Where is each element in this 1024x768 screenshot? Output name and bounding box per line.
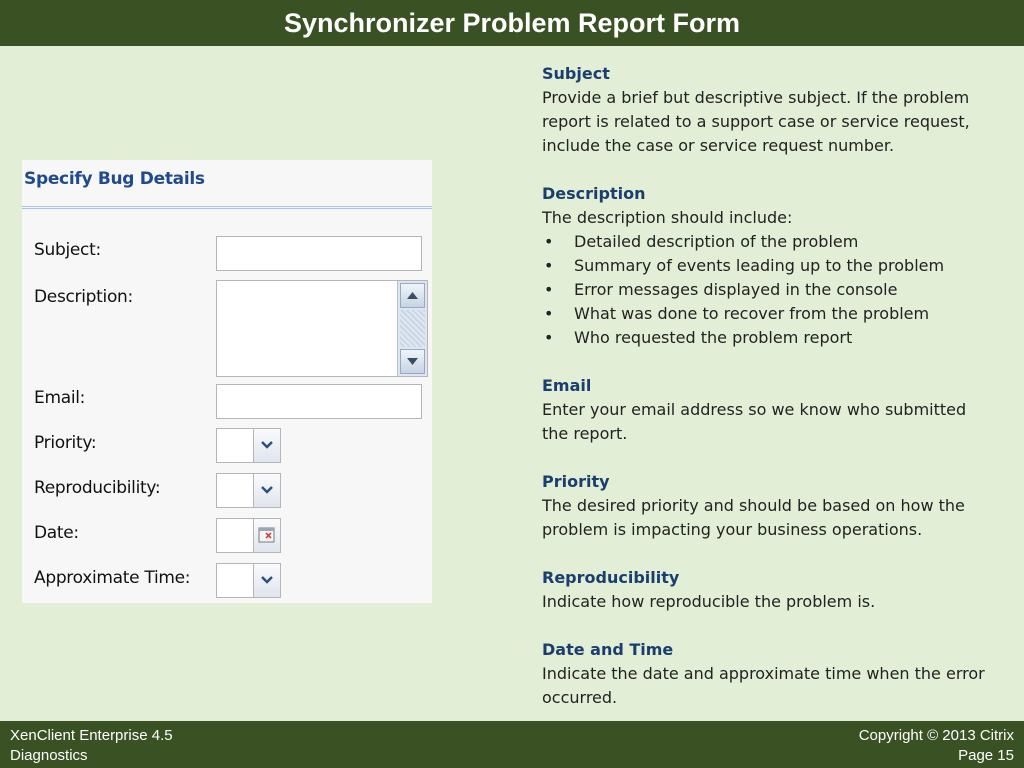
- footer: [0, 721, 1024, 768]
- scroll-down-button[interactable]: [400, 349, 425, 374]
- help-description-heading: Description: [542, 184, 646, 203]
- reproducibility-value[interactable]: [216, 473, 254, 508]
- form-header: [22, 160, 432, 210]
- reproducibility-select[interactable]: [216, 473, 281, 508]
- help-reproducibility: [542, 566, 992, 614]
- footer-copyright: Copyright © 2013 Citrix: [858, 727, 1014, 744]
- subject-label: Subject:: [34, 240, 101, 260]
- footer-right: [859, 726, 1014, 766]
- help-reproducibility-text: Indicate how reproducible the problem is.: [542, 592, 876, 611]
- list-item: • Summary of events leading up to the problem: [542, 254, 992, 278]
- slide-title: Synchronizer Problem Report Form: [0, 0, 1024, 46]
- bullet-icon: •: [544, 304, 554, 323]
- list-item: • Who requested the problem report: [542, 326, 992, 350]
- footer-product: XenClient Enterprise 4.5: [10, 727, 173, 744]
- footer-section: Diagnostics: [10, 747, 88, 764]
- chevron-down-icon: [260, 575, 274, 585]
- help-subject-text: Provide a brief but descriptive subject. If the problem report is related to a support case or service request, include the case or service request number.: [542, 88, 970, 155]
- reproducibility-label: Reproducibility:: [34, 478, 161, 498]
- list-item: • What was done to recover from the problem: [542, 302, 992, 326]
- date-value[interactable]: [216, 518, 254, 553]
- scroll-up-button[interactable]: [400, 283, 425, 308]
- help-reproducibility-heading: Reproducibility: [542, 568, 680, 587]
- help-email: [542, 374, 992, 446]
- time-select[interactable]: [216, 563, 281, 598]
- date-picker-button[interactable]: [253, 518, 281, 553]
- bullet-icon: •: [544, 232, 554, 251]
- help-email-heading: Email: [542, 376, 592, 395]
- arrow-up-icon: [401, 284, 424, 307]
- footer-left: [10, 726, 173, 766]
- date-picker[interactable]: [216, 518, 281, 553]
- chevron-down-icon: [260, 440, 274, 450]
- reproducibility-dropdown-button[interactable]: [253, 473, 281, 508]
- priority-label: Priority:: [34, 433, 97, 453]
- help-datetime-text: Indicate the date and approximate time when the error occurred.: [542, 664, 985, 707]
- help-datetime-heading: Date and Time: [542, 640, 674, 659]
- help-email-text: Enter your email address so we know who submitted the report.: [542, 400, 967, 443]
- help-subject: [542, 62, 992, 158]
- description-textarea[interactable]: [216, 280, 428, 377]
- email-label: Email:: [34, 388, 86, 408]
- help-description: [542, 182, 992, 350]
- chevron-down-icon: [260, 485, 274, 495]
- time-label: Approximate Time:: [34, 568, 191, 588]
- email-input[interactable]: [216, 384, 422, 419]
- priority-value[interactable]: [216, 428, 254, 463]
- help-datetime: [542, 638, 992, 710]
- help-description-intro: The description should include:: [542, 208, 793, 227]
- bullet-icon: •: [544, 328, 554, 347]
- scroll-track[interactable]: [400, 310, 425, 347]
- list-item: • Error messages displayed in the console: [542, 278, 992, 302]
- time-dropdown-button[interactable]: [253, 563, 281, 598]
- help-priority-heading: Priority: [542, 472, 610, 491]
- bug-details-form: [22, 160, 432, 603]
- arrow-down-icon: [401, 350, 424, 373]
- footer-page-number: Page 15: [958, 747, 1014, 764]
- date-label: Date:: [34, 523, 79, 543]
- help-priority: [542, 470, 992, 542]
- bullet-icon: •: [544, 256, 554, 275]
- form-title: Specify Bug Details: [24, 169, 205, 189]
- help-subject-heading: Subject: [542, 64, 610, 83]
- priority-dropdown-button[interactable]: [253, 428, 281, 463]
- calendar-icon: [258, 526, 276, 544]
- help-text: [542, 62, 992, 734]
- list-item: • Detailed description of the problem: [542, 230, 992, 254]
- bullet-icon: •: [544, 280, 554, 299]
- time-value[interactable]: [216, 563, 254, 598]
- help-priority-text: The desired priority and should be based on how the problem is impacting your business operations.: [542, 496, 965, 539]
- description-label: Description:: [34, 287, 133, 307]
- description-scrollbar[interactable]: [397, 281, 427, 376]
- help-description-list: [542, 230, 992, 350]
- priority-select[interactable]: [216, 428, 281, 463]
- header-divider: [22, 206, 432, 209]
- subject-input[interactable]: [216, 236, 422, 271]
